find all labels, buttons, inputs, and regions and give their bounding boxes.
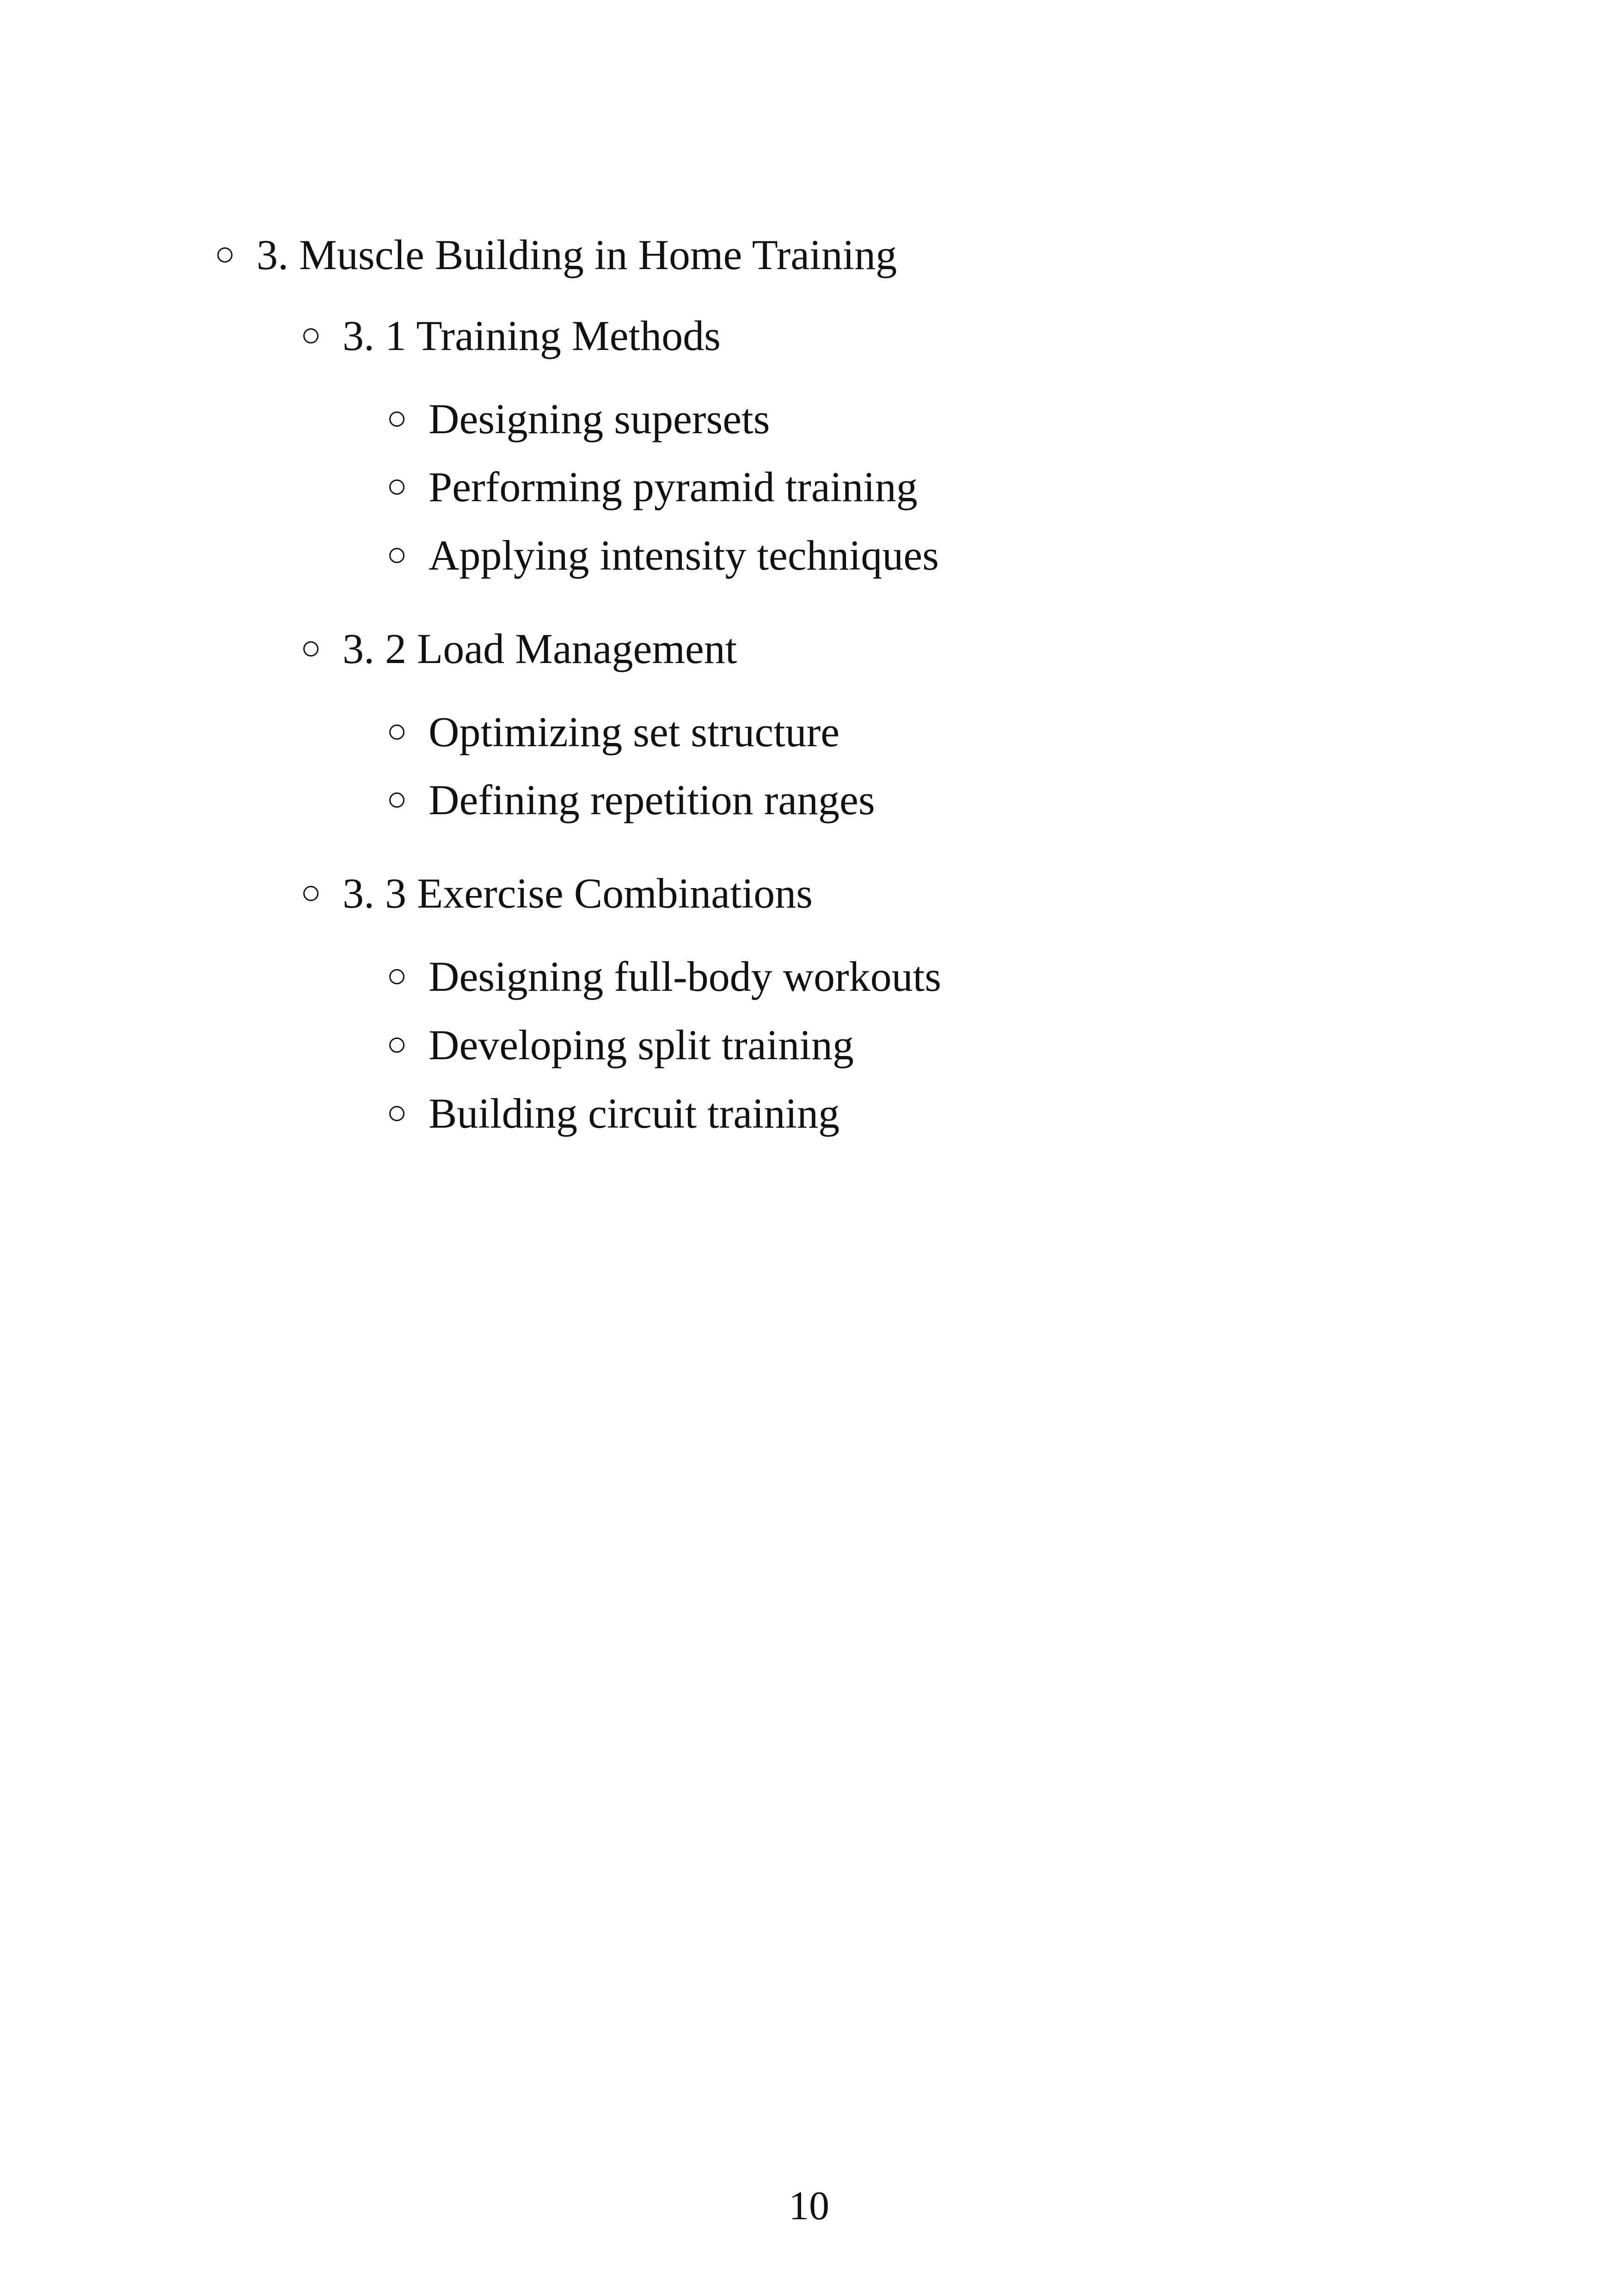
hollow-circle-bullet-icon: [389, 479, 404, 495]
outline-item: [389, 528, 939, 583]
hollow-circle-bullet-icon: [389, 969, 404, 984]
section-heading: 3. Muscle Building in Home Training: [257, 231, 897, 278]
outline-item-label: Defining repetition ranges: [429, 776, 875, 823]
outline-item-label: Performing pyramid training: [429, 463, 918, 510]
outline-item-subsection-3-2: [303, 621, 737, 676]
hollow-circle-bullet-icon: [217, 247, 233, 263]
outline-item-subsection-3-1: [303, 308, 721, 363]
hollow-circle-bullet-icon: [389, 1037, 404, 1053]
outline-item-label: Developing split training: [429, 1021, 854, 1068]
outline-item-section-3: [217, 227, 897, 282]
hollow-circle-bullet-icon: [389, 1106, 404, 1121]
outline-item: [389, 1086, 840, 1141]
subsection-heading: 3. 3 Exercise Combinations: [343, 870, 813, 917]
hollow-circle-bullet-icon: [389, 792, 404, 808]
page-number: 10: [789, 2184, 829, 2228]
hollow-circle-bullet-icon: [389, 724, 404, 740]
hollow-circle-bullet-icon: [303, 328, 319, 344]
outline-item-label: Designing supersets: [429, 395, 770, 442]
outline-item-label: Optimizing set structure: [429, 708, 840, 755]
outline-item: [389, 1017, 854, 1073]
hollow-circle-bullet-icon: [389, 411, 404, 427]
subsection-heading: 3. 1 Training Methods: [343, 312, 721, 359]
outline-item: [389, 459, 918, 515]
outline-item: [389, 704, 840, 760]
outline-item-label: Applying intensity techniques: [429, 532, 939, 579]
outline-item-subsection-3-3: [303, 866, 813, 921]
hollow-circle-bullet-icon: [303, 886, 319, 901]
outline-item: [389, 391, 770, 447]
outline-item-label: Designing full-body workouts: [429, 953, 942, 1000]
subsection-heading: 3. 2 Load Management: [343, 625, 737, 672]
outline-item: [389, 772, 875, 828]
hollow-circle-bullet-icon: [303, 641, 319, 657]
outline-item: [389, 949, 941, 1004]
outline-item-label: Building circuit training: [429, 1090, 840, 1137]
hollow-circle-bullet-icon: [389, 548, 404, 563]
